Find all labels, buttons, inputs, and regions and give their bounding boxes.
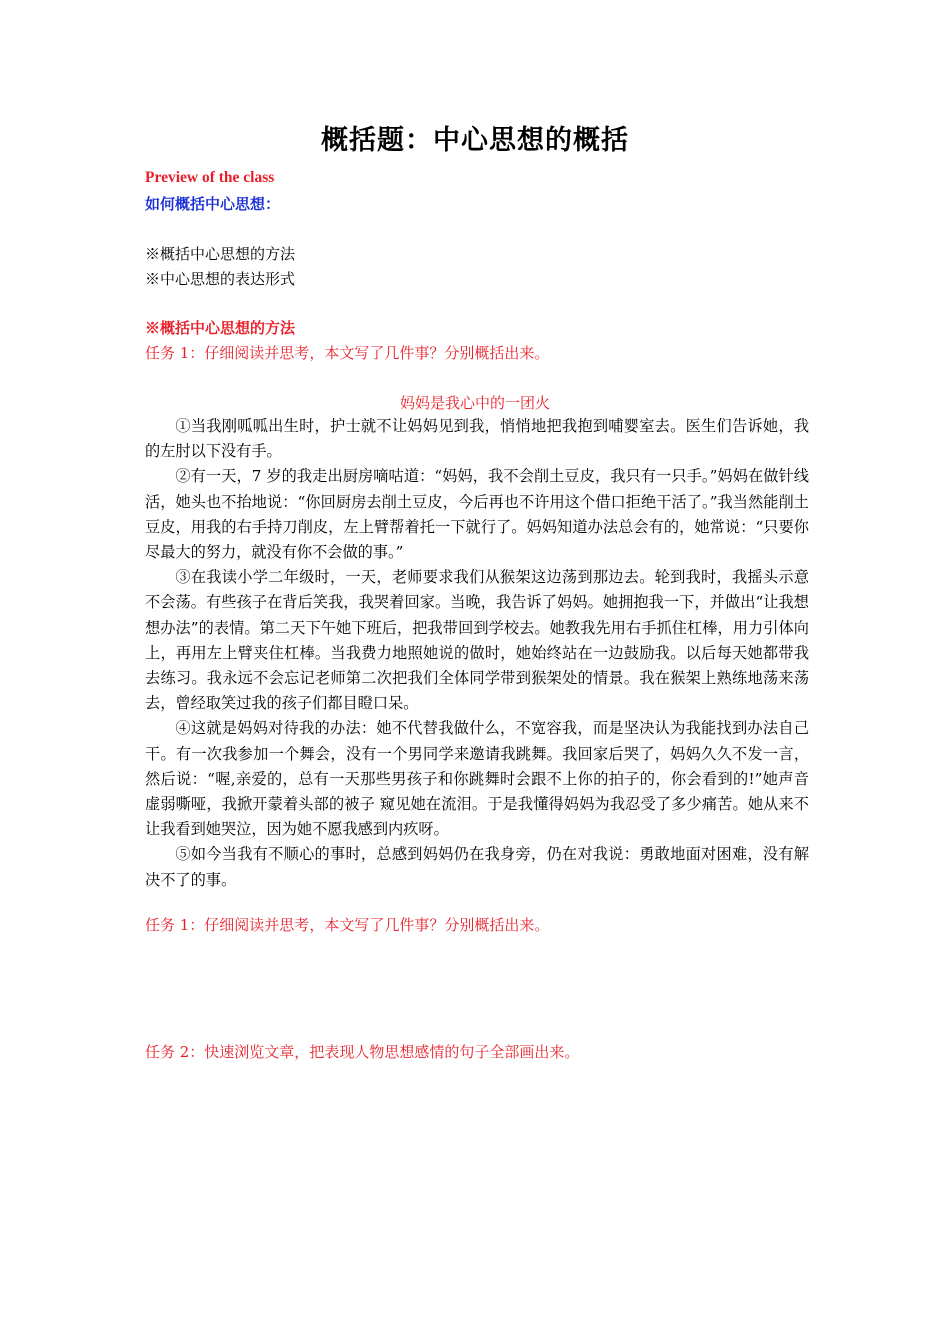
- section-heading: ※概括中心思想的方法: [145, 319, 296, 337]
- story-paragraph-1: ①当我刚呱呱出生时，护士就不让妈妈见到我，悄悄地把我抱到哺婴室去。医生们告诉她，我的左肘以下没有手。: [145, 417, 809, 461]
- story-body: [145, 414, 809, 893]
- outline-item-form: ※中心思想的表达形式: [145, 270, 296, 288]
- task1-instruction: 任务 1：仔细阅读并思考，本文写了几件事？分别概括出来。: [145, 344, 550, 362]
- story-paragraph-4: ④这就是妈妈对待我的办法：她不代替我做什么，不宽容我，而是坚决认为我能找到办法自己干。有一次我参加一个舞会，没有一个男同学来邀请我跳舞。我回家后哭了，妈妈久久不发一言，然后说：“喔,亲爱的，总有一天那些男孩子和你跳舞时会跟不上你的拍子的，你会看到的!”她声音虚弱嘶哑，我掀开蒙着头部的被子 窥见她在流泪。于是我懂得妈妈为我忍受了多少痛苦。她从来不让我看到她哭泣，因为她不愿我感到内疚呀。: [145, 719, 809, 839]
- question-heading: 如何概括中心思想：: [145, 195, 281, 213]
- preview-label: Preview of the class: [145, 169, 275, 186]
- task1-repeat-instruction: 任务 1：仔细阅读并思考，本文写了几件事？分别概括出来。: [145, 916, 550, 934]
- task2-instruction: 任务 2：快速浏览文章，把表现人物思想感情的句子全部画出来。: [145, 1043, 580, 1061]
- outline-item-method: ※概括中心思想的方法: [145, 245, 296, 263]
- story-paragraph-2: ②有一天，7 岁的我走出厨房嘀咕道：“妈妈，我不会削土豆皮，我只有一只手。”妈妈在做针线活，她头也不抬地说：“你回厨房去削土豆皮，今后再也不许用这个借口拒绝干活了。”我当然能削土豆皮，用我的右手持刀削皮，左上臂帮着托一下就行了。妈妈知道办法总会有的，她常说：“只要你尽最大的努力，就没有你不会做的事。”: [145, 467, 809, 562]
- story-title: 妈妈是我心中的一团火: [399, 394, 550, 412]
- story-paragraph-3: ③在我读小学二年级时，一天，老师要求我们从猴架这边荡到那边去。轮到我时，我摇头示意不会荡。有些孩子在背后笑我，我哭着回家。当晚，我告诉了妈妈。她拥抱我一下，并做出“让我想想办法”的表情。第二天下午她下班后，把我带回到学校去。她教我先用右手抓住杠棒，用力引体向上，再用左上臂夹住杠棒。当我费力地照她说的做时，她始终站在一边鼓励我。以后每天她都带我去练习。我永远不会忘记老师第二次把我们全体同学带到猴架处的情景。我在猴架上熟练地荡来荡去，曾经取笑过我的孩子们都目瞪口呆。: [145, 568, 809, 713]
- story-paragraph-5: ⑤如今当我有不顺心的事时，总感到妈妈仍在我身旁，仍在对我说：勇敢地面对困难，没有解决不了的事。: [145, 845, 809, 889]
- page-title: 概括题：中心思想的概括: [321, 125, 629, 156]
